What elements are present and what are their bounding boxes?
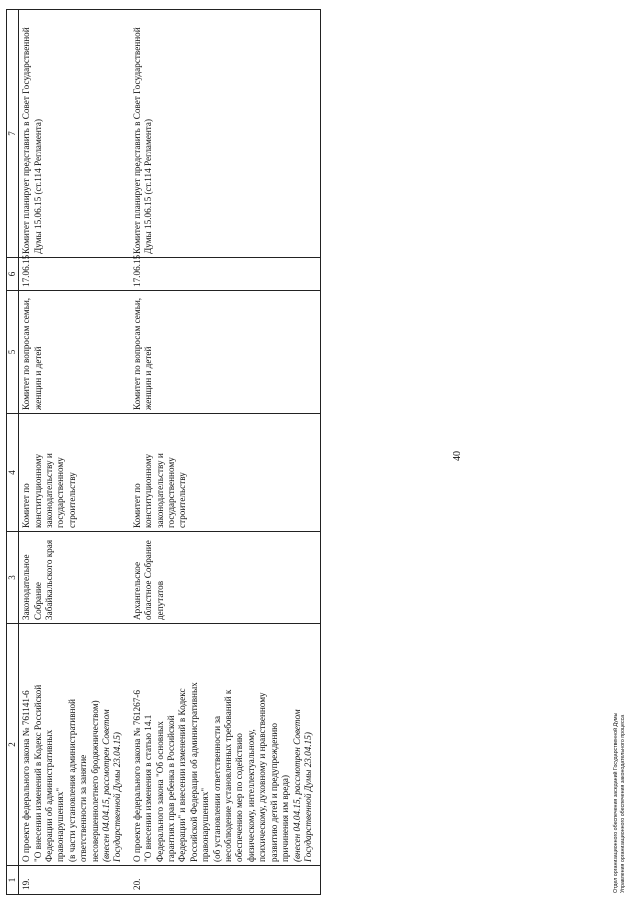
bill-note-line: (внесен 04.04.15, рассмотрен Советом <box>291 709 302 862</box>
plan-cell: Комитет планирует представить в Совет Государственной Думы 15.06.15 (ст.114 Регламента) <box>19 10 130 258</box>
bill-line: "О внесении изменений в Кодекс Российской <box>32 684 43 862</box>
bill-note-line: Государственной Думы 23.04.15) <box>302 732 313 862</box>
bill-line: причинения им вреда) <box>280 774 291 862</box>
column-header: 5 <box>7 291 19 414</box>
bill-note-line: (внесен 04.04.15, рассмотрен Советом <box>101 709 111 862</box>
bill-line: правонарушениях" <box>200 787 211 862</box>
bill-line: несоблюдение установленных требований к <box>223 689 234 862</box>
bill-line: О проекте федерального закона № 761267-6 <box>131 690 142 862</box>
table-row <box>130 10 321 895</box>
date-cell: 17.06.15 <box>19 258 130 291</box>
column-header: 7 <box>7 10 19 258</box>
column-header: 6 <box>7 258 19 291</box>
committee-cell: Комитет по конституционному законодательству и государственному строительству <box>130 414 321 532</box>
bill-line: физическому, интеллектуальному, <box>245 729 256 862</box>
row-number: 20. <box>130 866 321 895</box>
bill-description-cell <box>19 624 130 866</box>
bill-line: "О внесении изменения в статью 14.1 <box>143 714 154 862</box>
column-header: 2 <box>7 624 19 866</box>
column-number-row <box>7 10 19 895</box>
initiator-cell: Архангельское областное Собрание депутатов <box>130 532 321 624</box>
bill-line: обеспечению мер по содействию <box>234 733 245 862</box>
bill-line: несовершеннолетнего бродяжничеством) <box>89 700 100 862</box>
footer-line: Отдел организационного обеспечения заседаний Государственной Думы <box>613 712 619 893</box>
bill-line: (об установлении ответственности за <box>211 715 222 862</box>
co-committee-cell: Комитет по вопросам семьи, женщин и детей <box>19 291 130 414</box>
bill-line: О проекте федерального закона № 761141-6 <box>21 690 32 862</box>
page-number: 40 <box>452 451 463 461</box>
bill-note-line: Государственной Думы 23.04.15) <box>112 732 123 862</box>
bill-line: Федерального закона "Об основных <box>154 721 165 862</box>
bill-line: (в части установления административной <box>66 699 77 862</box>
bill-line: правонарушениях" <box>55 787 66 862</box>
footer <box>613 713 626 893</box>
date-cell: 17.06.15 <box>130 258 321 291</box>
bill-line: гарантиях прав ребенка в Российской <box>166 715 177 862</box>
footer-line: Управления организационного обеспечения законодательного процесса <box>619 714 626 893</box>
table-row <box>19 10 130 895</box>
column-header: 4 <box>7 414 19 532</box>
row-number: 19. <box>19 866 130 895</box>
bill-description-cell <box>130 624 321 866</box>
initiator-cell: Законодательное Собрание Забайкальского края <box>19 532 130 624</box>
column-header: 3 <box>7 532 19 624</box>
committee-cell: Комитет по конституционному законодательству и государственному строительству <box>19 414 130 532</box>
column-header: 1 <box>7 866 19 895</box>
bill-line: Российской Федерации об административных <box>188 682 199 862</box>
co-committee-cell: Комитет по вопросам семьи, женщин и детей <box>130 291 321 414</box>
bill-line: развитию детей и предупреждению <box>268 722 279 862</box>
bill-line: Федерации" и внесении изменений в Кодекс <box>177 688 188 862</box>
bill-line: психическому, духовному и нравственному <box>257 692 268 862</box>
bills-table <box>6 9 321 895</box>
bill-line: Федерации об административных <box>43 729 54 862</box>
plan-cell: Комитет планирует представить в Совет Государственной Думы 15.06.15 (ст.114 Регламента) <box>130 10 321 258</box>
bill-line: ответственности за занятие <box>78 754 89 862</box>
